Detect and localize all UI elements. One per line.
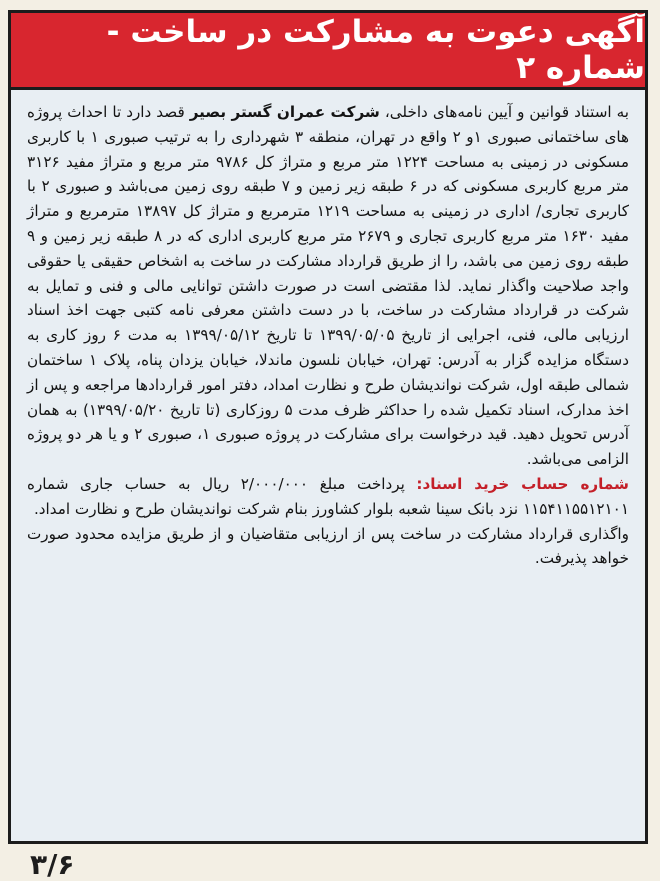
account-text: پرداخت مبلغ ۲/۰۰۰/۰۰۰ ریال به حساب جاری شماره ۱۱۵۴۱۱۵۵۱۲۱۰۱ نزد بانک سینا شعبه بلوار کشاورز بنام شرکت نواندیشان طرح و نظارت امداد. bbox=[27, 474, 629, 518]
advertisement-frame bbox=[8, 10, 648, 844]
ad-body bbox=[11, 90, 645, 571]
company-name: شرکت عمران گستر بصیر bbox=[189, 103, 380, 121]
page-number: ۳/۶ bbox=[30, 848, 75, 881]
account-paragraph bbox=[27, 472, 629, 522]
closing-paragraph: واگذاری قرارداد مشارکت در ساخت پس از ارزیابی متقاضیان و از طریق مزایده محدود صورت خواهد پذیرفت. bbox=[27, 524, 629, 568]
ad-title: آگهی دعوت به مشارکت در ساخت - شماره ۲ bbox=[11, 13, 645, 90]
intro-text: به استناد قوانین و آیین نامه‌های داخلی، bbox=[384, 103, 630, 121]
main-paragraph bbox=[27, 100, 629, 472]
account-label: شماره حساب خرید اسناد: bbox=[416, 474, 629, 493]
main-text: قصد دارد تا احداث پروژه های ساختمانی صبوری ۱و ۲ واقع در تهران، منطقه ۳ شهرداری را به ترتیب صبوری ۱ با کاربری مسکونی در زمینی به مساحت ۱۲۲۴ متر مربع و متراژ کل ۹۷۸۶ متر مربع و متراژ مفید ۳۱۲۶ متر مربع کاربری مسکونی که در ۶ طبقه زیر زمین و ۷ طبقه روی زمین می‌باشد و صبوری ۲ با کاربری تجاری/ اداری در زمینی به مساحت ۱۲۱۹ مترمربع و متراژ کل ۱۳۸۹۷ مترمربع و متراژ مفید ۱۶۳۰ متر مربع کاربری تجاری و ۲۶۷۹ متر مربع کاربری اداری که در ۸ طبقه زیر زمین و ۹ طبقه روی زمین می باشد، را از طریق قرارداد مشارکت در ساخت به اشخاص حقیقی یا حقوقی واجد صلاحیت واگذار نماید. لذا مقتضی است در صورت داشتن توانایی مالی و فنی و تمایل به شرکت در قرارداد مشارکت در ساخت، با در دست داشتن معرفی نامه کتبی جهت اخذ اسناد ارزیابی مالی، فنی، اجرایی از تاریخ ۱۳۹۹/۰۵/۰۵ تا تاریخ ۱۳۹۹/۰۵/۱۲ به مدت ۶ روز کاری به دستگاه مزایده گزار به آدرس: تهران، خیابان نلسون ماندلا، خیابان یزدان پناه، پلاک ۱ ساختمان شمالی طبقه اول، شرکت نواندیشان طرح و نظارت امداد، دفتر امور قراردادها مراجعه و پس از اخذ مدارک، اسناد تکمیل شده را حداکثر ظرف مدت ۵ روزکاری (تا تاریخ ۱۳۹۹/۰۵/۲۰) به همان آدرس تحویل دهید. قید درخواست برای مشارکت در پروژه صبوری ۱، صبوری ۲ و یا هر دو پروژه الزامی می‌باشد. bbox=[27, 103, 630, 469]
